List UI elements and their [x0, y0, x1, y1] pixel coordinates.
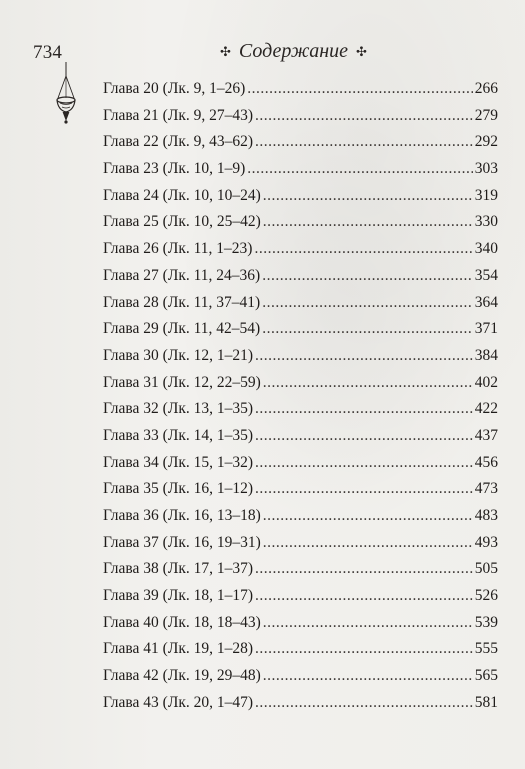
- toc-dot-leader: [263, 370, 473, 397]
- toc-entry: [103, 316, 498, 343]
- running-head: [220, 40, 367, 63]
- toc-dot-leader: [262, 290, 473, 317]
- toc-entry-title: Глава 24 (Лк. 10, 10–24): [103, 186, 261, 204]
- table-of-contents: [103, 76, 498, 717]
- toc-dot-leader: [255, 583, 473, 610]
- toc-entry-title: Глава 32 (Лк. 13, 1–35): [103, 400, 254, 418]
- toc-entry-page: 437: [474, 426, 498, 444]
- ornament-right-icon: ✣: [356, 44, 367, 59]
- toc-entry-page: 539: [474, 613, 498, 631]
- toc-entry-title: Глава 36 (Лк. 16, 13–18): [103, 507, 261, 524]
- toc-entry: [103, 423, 498, 450]
- toc-entry-title: Глава 29 (Лк. 11, 42–54): [103, 320, 261, 338]
- toc-dot-leader: [262, 316, 473, 343]
- hanging-lamp-icon: [53, 62, 79, 132]
- toc-entry-title: Глава 38 (Лк. 17, 1–37): [103, 560, 254, 578]
- toc-entry-page: 581: [474, 693, 498, 711]
- toc-dot-leader: [255, 396, 473, 423]
- toc-dot-leader: [247, 156, 472, 183]
- toc-entry-title: Глава 40 (Лк. 18, 18–43): [103, 613, 261, 631]
- toc-entry-title: Глава 27 (Лк. 11, 24–36): [103, 266, 261, 284]
- toc-entry: [103, 183, 498, 210]
- running-title: Содержание: [238, 40, 348, 62]
- toc-dot-leader: [255, 423, 473, 450]
- toc-dot-leader: [263, 610, 473, 637]
- toc-entry: [103, 263, 498, 290]
- toc-entry-page: 493: [474, 533, 498, 551]
- toc-entry-page: 384: [474, 346, 498, 364]
- toc-entry-page: 279: [474, 106, 498, 124]
- toc-entry: [103, 103, 498, 130]
- toc-entry-title: Глава 22 (Лк. 9, 43–62): [103, 133, 254, 151]
- toc-entry-page: 565: [474, 667, 498, 685]
- toc-entry-page: 456: [474, 453, 498, 471]
- toc-dot-leader: [255, 343, 473, 370]
- toc-entry: [103, 556, 498, 583]
- toc-entry-title: Глава 30 (Лк. 12, 1–21): [103, 346, 254, 364]
- toc-entry-title: Глава 23 (Лк. 10, 1–9): [103, 160, 246, 178]
- toc-entry-title: Глава 25 (Лк. 10, 25–42): [103, 213, 261, 231]
- toc-dot-leader: [263, 530, 473, 557]
- toc-entry-page: 354: [474, 266, 498, 284]
- toc-entry-page: 526: [474, 587, 498, 605]
- toc-dot-leader: [254, 236, 472, 263]
- toc-entry-title: Глава 35 (Лк. 16, 1–12): [103, 480, 254, 498]
- toc-entry: [103, 290, 498, 317]
- toc-dot-leader: [263, 503, 473, 530]
- toc-entry: [103, 370, 498, 397]
- toc-entry: [103, 610, 498, 637]
- toc-entry-page: 402: [474, 373, 498, 391]
- toc-entry: [103, 129, 498, 156]
- toc-entry-page: 340: [474, 240, 498, 258]
- toc-entry: [103, 690, 498, 717]
- toc-dot-leader: [247, 76, 472, 103]
- toc-entry-page: 364: [474, 293, 498, 311]
- toc-entry-title: Глава 39 (Лк. 18, 1–17): [103, 587, 254, 605]
- toc-entry-page: 292: [474, 133, 498, 151]
- toc-entry: [103, 636, 498, 663]
- toc-dot-leader: [263, 183, 473, 210]
- toc-entry-title: Глава 31 (Лк. 12, 22–59): [103, 373, 261, 391]
- toc-entry: [103, 236, 498, 263]
- toc-entry: [103, 156, 498, 183]
- toc-entry-page: 303: [474, 160, 498, 178]
- toc-entry-page: 330: [474, 213, 498, 231]
- toc-entry-page: 473: [474, 480, 498, 498]
- toc-entry-page: 319: [474, 186, 498, 204]
- toc-entry-title: Глава 34 (Лк. 15, 1–32): [103, 453, 254, 471]
- toc-entry: [103, 76, 498, 103]
- toc-entry: [103, 450, 498, 477]
- toc-dot-leader: [263, 663, 473, 690]
- toc-entry-title: Глава 20 (Лк. 9, 1–26): [103, 80, 246, 97]
- toc-dot-leader: [263, 209, 473, 236]
- toc-dot-leader: [255, 556, 473, 583]
- ornament-left-icon: ✣: [220, 44, 231, 59]
- toc-entry-page: 505: [474, 560, 498, 578]
- toc-dot-leader: [255, 103, 473, 130]
- toc-entry: [103, 503, 498, 530]
- toc-entry-title: Глава 42 (Лк. 19, 29–48): [103, 667, 261, 685]
- toc-dot-leader: [255, 129, 473, 156]
- toc-entry: [103, 343, 498, 370]
- toc-entry-title: Глава 43 (Лк. 20, 1–47): [103, 693, 254, 711]
- toc-entry-title: Глава 26 (Лк. 11, 1–23): [103, 240, 253, 258]
- toc-entry: [103, 663, 498, 690]
- toc-entry-page: 555: [474, 640, 498, 658]
- toc-entry-title: Глава 41 (Лк. 19, 1–28): [103, 640, 254, 658]
- toc-entry: [103, 209, 498, 236]
- page-number: 734: [33, 42, 63, 63]
- toc-entry-title: Глава 28 (Лк. 11, 37–41): [103, 293, 261, 311]
- toc-dot-leader: [255, 450, 473, 477]
- toc-entry-title: Глава 37 (Лк. 16, 19–31): [103, 533, 261, 551]
- toc-entry-title: Глава 33 (Лк. 14, 1–35): [103, 426, 254, 444]
- toc-dot-leader: [255, 690, 473, 717]
- toc-entry-title: Глава 21 (Лк. 9, 27–43): [103, 106, 254, 124]
- toc-entry: [103, 583, 498, 610]
- toc-entry-page: 371: [474, 320, 498, 338]
- toc-entry: [103, 476, 498, 503]
- toc-dot-leader: [255, 476, 473, 503]
- toc-entry-page: 483: [474, 507, 498, 524]
- toc-entry: [103, 396, 498, 423]
- toc-entry-page: 266: [474, 80, 498, 97]
- toc-dot-leader: [262, 263, 473, 290]
- toc-entry-page: 422: [474, 400, 498, 418]
- toc-entry: [103, 530, 498, 557]
- toc-dot-leader: [255, 636, 473, 663]
